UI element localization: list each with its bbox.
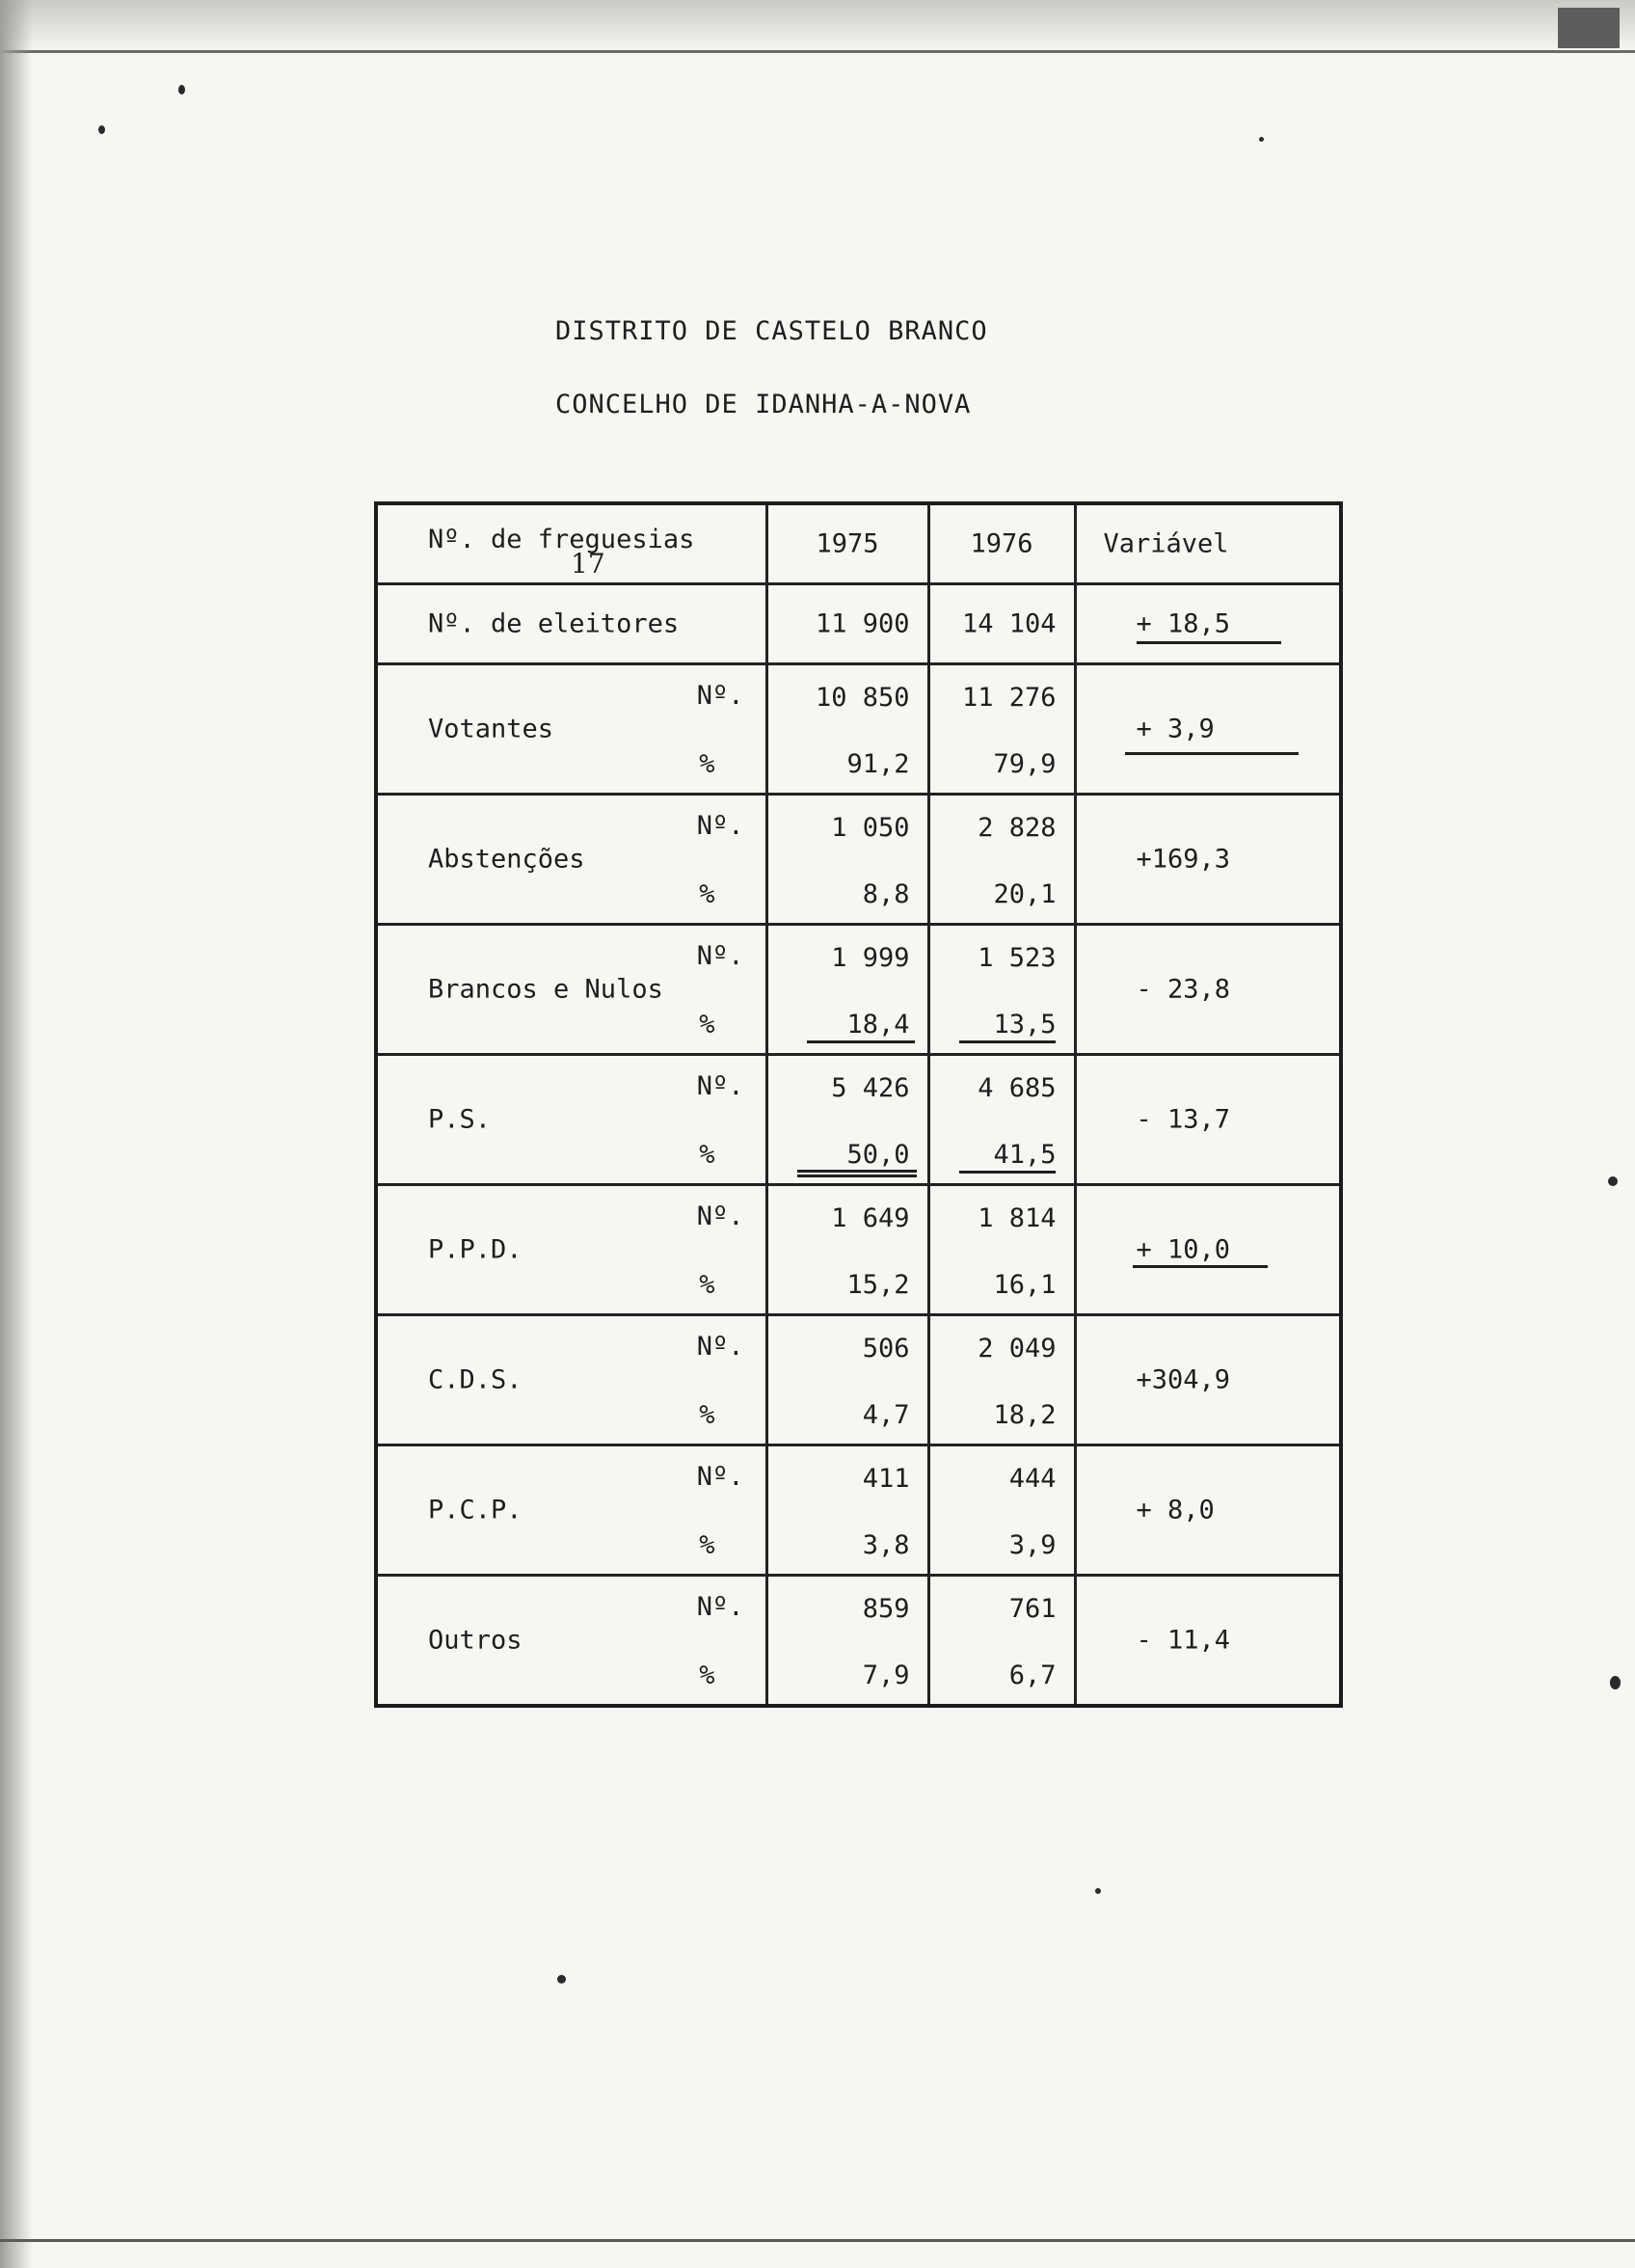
- value-cell: [928, 1055, 1075, 1185]
- municipality-title: CONCELHO DE IDANHA-A-NOVA: [555, 390, 972, 419]
- value-cell: [766, 1576, 928, 1707]
- scan-bottom-border: [0, 2239, 1635, 2242]
- percent-marker: %: [699, 1530, 715, 1560]
- header-variation: Variável: [1103, 528, 1229, 559]
- scan-left-edge: [0, 0, 33, 2268]
- count-1975: 1 649: [831, 1203, 910, 1233]
- scan-speck: [1259, 137, 1264, 142]
- count-marker: Nº.: [696, 1332, 744, 1362]
- row-label: Votantes: [428, 714, 554, 744]
- value-cell: [766, 795, 928, 925]
- count-1975: 411: [862, 1464, 910, 1494]
- variation-cell: [1075, 1055, 1341, 1185]
- variation-value: + 3,9: [1136, 714, 1215, 744]
- percent-marker: %: [699, 749, 715, 779]
- value-cell: [928, 1185, 1075, 1315]
- percent-1976: 18,2: [993, 1400, 1057, 1430]
- variation-value: + 8,0: [1136, 1495, 1215, 1526]
- table-row-ppd: [376, 1185, 1341, 1315]
- percent-1975: 15,2: [846, 1270, 910, 1300]
- table-row-brancos-nulos: [376, 925, 1341, 1055]
- variation-value: +169,3: [1136, 844, 1231, 875]
- variation-cell: [1075, 795, 1341, 925]
- percent-marker: %: [699, 1140, 715, 1170]
- percent-marker: %: [699, 1010, 715, 1040]
- scan-speck: [557, 1975, 566, 1984]
- header-cell-parishes: [376, 503, 766, 584]
- table-row-pcp: [376, 1445, 1341, 1576]
- underline-mark: [807, 1040, 915, 1043]
- variation-cell: [1075, 584, 1341, 664]
- value-cell: [928, 1445, 1075, 1576]
- scan-top-edge: [0, 0, 1635, 52]
- scan-corner-mark: [1558, 8, 1620, 48]
- variation-value: +304,9: [1136, 1364, 1231, 1395]
- count-1976: 1 814: [978, 1203, 1057, 1233]
- value-cell: [766, 925, 928, 1055]
- value-cell: [766, 584, 928, 664]
- percent-1976: 79,9: [993, 749, 1057, 779]
- table-row-electors: [376, 584, 1341, 664]
- count-1975: 859: [862, 1594, 910, 1624]
- count-marker: Nº.: [696, 811, 744, 841]
- table-row-votantes: [376, 664, 1341, 795]
- percent-marker: %: [699, 1270, 715, 1300]
- variation-cell: [1075, 664, 1341, 795]
- percent-marker: %: [699, 1400, 715, 1430]
- value-cell: [928, 584, 1075, 664]
- header-cell-1976: [928, 503, 1075, 584]
- percent-1975: 8,8: [862, 879, 910, 909]
- value-cell: [928, 795, 1075, 925]
- electors-1976: 14 104: [961, 608, 1057, 639]
- parishes-count-handwritten: 17: [571, 548, 605, 580]
- table-header-row: [376, 503, 1341, 584]
- value-cell: [766, 1055, 928, 1185]
- count-1976: 2 049: [978, 1334, 1057, 1364]
- table-row-abstencoes: [376, 795, 1341, 925]
- scan-top-border: [0, 50, 1635, 53]
- row-label: C.D.S.: [428, 1364, 523, 1395]
- row-label-cell: [376, 925, 766, 1055]
- percent-1976: 41,5: [993, 1140, 1057, 1170]
- value-cell: [766, 664, 928, 795]
- percent-marker: %: [699, 879, 715, 909]
- underline-mark: [1133, 1265, 1268, 1268]
- variation-value: - 13,7: [1136, 1104, 1231, 1135]
- underline-mark: [959, 1171, 1056, 1174]
- count-marker: Nº.: [696, 681, 744, 711]
- count-1975: 1 999: [831, 943, 910, 973]
- row-label-cell: [376, 1185, 766, 1315]
- value-cell: [928, 1315, 1075, 1445]
- count-marker: Nº.: [696, 1071, 744, 1101]
- scan-speck: [1095, 1888, 1101, 1894]
- percent-1975: 4,7: [862, 1400, 910, 1430]
- underline-mark: [1125, 752, 1299, 755]
- value-cell: [928, 1576, 1075, 1707]
- percent-1976: 3,9: [1008, 1530, 1057, 1560]
- row-label: P.P.D.: [428, 1234, 523, 1265]
- scan-speck: [1608, 1176, 1618, 1186]
- count-marker: Nº.: [696, 1202, 744, 1231]
- count-1975: 10 850: [815, 683, 910, 713]
- row-label: Brancos e Nulos: [428, 974, 663, 1005]
- table-row-outros: [376, 1576, 1341, 1707]
- row-label: Nº. de eleitores: [428, 608, 680, 639]
- percent-marker: %: [699, 1660, 715, 1690]
- row-label-cell: [376, 1315, 766, 1445]
- percent-1975: 7,9: [862, 1660, 910, 1690]
- value-cell: [766, 1315, 928, 1445]
- electors-1975: 11 900: [815, 608, 910, 639]
- row-label: P.C.P.: [428, 1495, 523, 1526]
- table-row-ps: [376, 1055, 1341, 1185]
- count-1975: 1 050: [831, 813, 910, 843]
- scan-speck: [1610, 1676, 1621, 1689]
- table-row-cds: [376, 1315, 1341, 1445]
- value-cell: [766, 1185, 928, 1315]
- count-1976: 2 828: [978, 813, 1057, 843]
- count-marker: Nº.: [696, 1462, 744, 1492]
- count-marker: Nº.: [696, 941, 744, 971]
- variation-cell: [1075, 1576, 1341, 1707]
- percent-1975: 3,8: [862, 1530, 910, 1560]
- district-title: DISTRITO DE CASTELO BRANCO: [555, 316, 988, 346]
- row-label-cell: [376, 664, 766, 795]
- count-1976: 4 685: [978, 1073, 1057, 1103]
- parishes-header: Nº. de freguesias: [428, 525, 695, 554]
- variation-value: - 11,4: [1136, 1625, 1231, 1656]
- underline-mark: [1137, 641, 1281, 644]
- count-1975: 506: [862, 1334, 910, 1364]
- count-marker: Nº.: [696, 1592, 744, 1622]
- count-1976: 11 276: [961, 683, 1057, 713]
- percent-1976: 20,1: [993, 879, 1057, 909]
- percent-1976: 16,1: [993, 1270, 1057, 1300]
- scan-speck: [178, 85, 185, 94]
- header-cell-1975: [766, 503, 928, 584]
- row-label: P.S.: [428, 1104, 492, 1135]
- header-cell-variation: [1075, 503, 1341, 584]
- variation-value: - 23,8: [1136, 974, 1231, 1005]
- percent-1975: 50,0: [846, 1140, 910, 1170]
- variation-cell: [1075, 1445, 1341, 1576]
- value-cell: [928, 664, 1075, 795]
- count-1976: 1 523: [978, 943, 1057, 973]
- count-1975: 5 426: [831, 1073, 910, 1103]
- underline-mark: [959, 1040, 1056, 1043]
- scan-speck: [98, 125, 105, 134]
- row-label: Abstenções: [428, 844, 585, 875]
- variation-cell: [1075, 1185, 1341, 1315]
- count-1976: 761: [1008, 1594, 1057, 1624]
- double-underline-mark: [797, 1170, 917, 1177]
- row-label-cell: [376, 795, 766, 925]
- value-cell: [766, 1445, 928, 1576]
- percent-1976: 6,7: [1008, 1660, 1057, 1690]
- row-label-cell: [376, 1055, 766, 1185]
- election-results-table: [374, 501, 1343, 1708]
- header-1975: 1975: [816, 528, 879, 559]
- variation-value: + 10,0: [1136, 1234, 1231, 1265]
- percent-1976: 13,5: [993, 1010, 1057, 1040]
- row-label-cell: [376, 1576, 766, 1707]
- row-label: Outros: [428, 1625, 523, 1656]
- variation-cell: [1075, 925, 1341, 1055]
- header-1976: 1976: [970, 528, 1033, 559]
- count-1976: 444: [1008, 1464, 1057, 1494]
- row-label-cell: [376, 1445, 766, 1576]
- percent-1975: 91,2: [846, 749, 910, 779]
- row-label-cell: [376, 584, 766, 664]
- percent-1975: 18,4: [846, 1010, 910, 1040]
- variation-cell: [1075, 1315, 1341, 1445]
- value-cell: [928, 925, 1075, 1055]
- electors-variation: + 18,5: [1136, 608, 1231, 639]
